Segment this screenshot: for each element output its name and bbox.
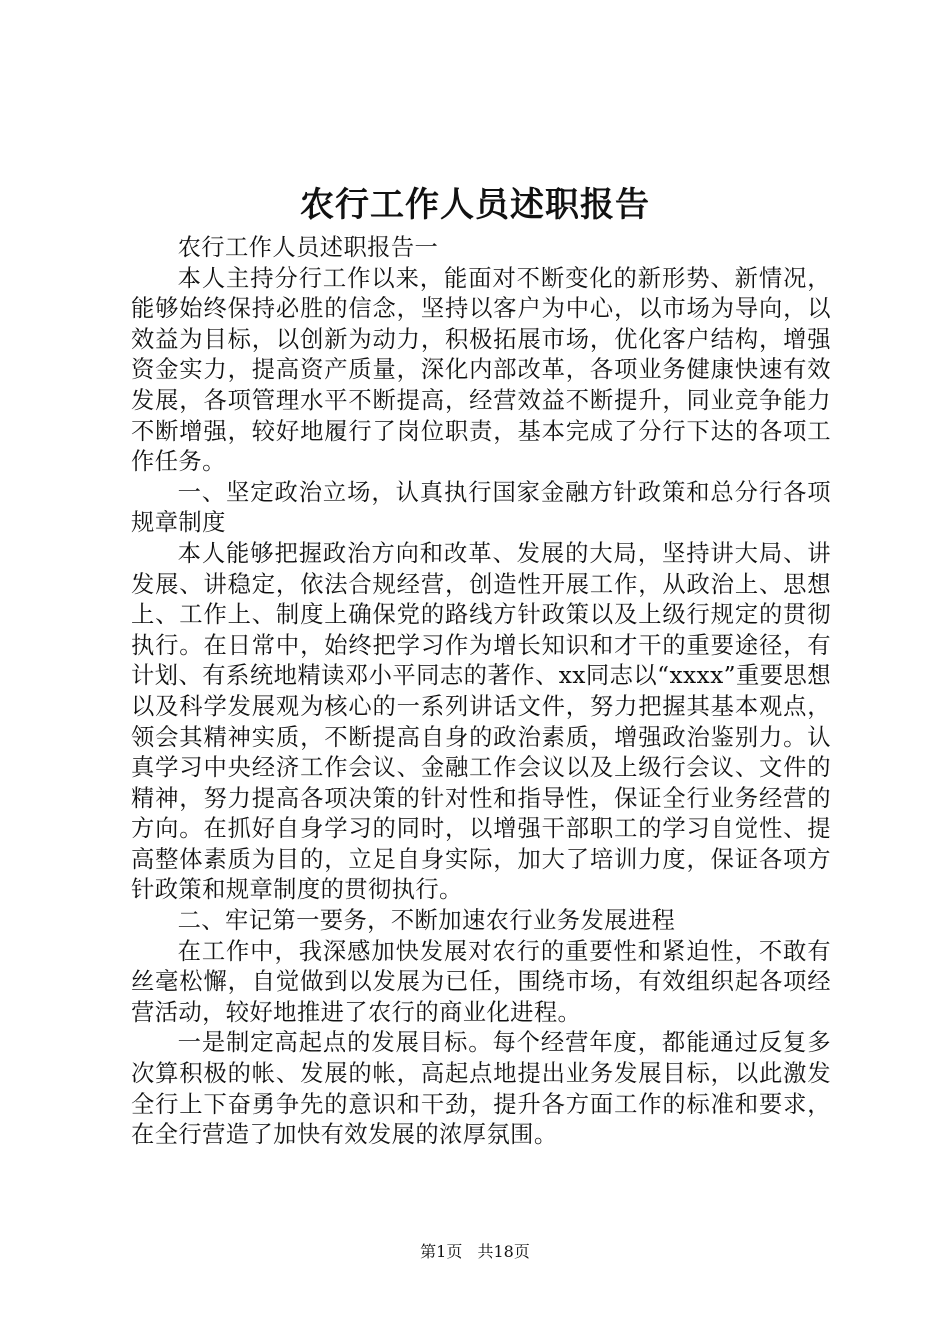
body-paragraph: 在工作中，我深感加快发展对农行的重要性和紧迫性，不敢有丝毫松懈，自觉做到以发展为已任，围绕市场，有效组织起各项经营活动，较好地推进了农行的商业化进程。 [131,937,831,1026]
section-heading: 一、坚定政治立场，认真执行国家金融方针政策和总分行各项规章制度 [131,478,831,537]
subtitle-paragraph: 农行工作人员述职报告一 [177,234,439,261]
section-heading: 二、牢记第一要务，不断加速农行业务发展进程 [177,907,676,935]
page-footer [0,1241,950,1263]
page-number: 第1页 [420,1242,463,1261]
body-paragraph: 本人主持分行工作以来，能面对不断变化的新形势、新情况，能够始终保持必胜的信念，坚持以客户为中心，以市场为导向，以效益为目标，以创新为动力，积极拓展市场，优化客户结构，增强资金实力，提高资产质量，深化内部改革，各项业务健康快速有效发展，各项管理水平不断提高，经营效益不断提升，同业竞争能力不断增强，较好地履行了岗位职责，基本完成了分行下达的各项工作任务。 [131,264,831,476]
body-paragraph: 本人能够把握政治方向和改革、发展的大局，坚持讲大局、讲发展、讲稳定，依法合规经营，创造性开展工作，从政治上、思想上、工作上、制度上确保党的路线方针政策以及上级行规定的贯彻执行。在日常中，始终把学习作为增长知识和才干的重要途径，有计划、有系统地精读邓小平同志的著作、xx同志以“xxxx”重要思想以及科学发展观为核心的一系列讲话文件，努力把握其基本观点，领会其精神实质，不断提高自身的政治素质，增强政治鉴别力。认真学习中央经济工作会议、金融工作会议以及上级行会议、文件的精神，努力提高各项决策的针对性和指导性，保证全行业务经营的方向。在抓好自身学习的同时，以增强干部职工的学习自觉性、提高整体素质为目的，立足自身实际，加大了培训力度，保证各项方针政策和规章制度的贯彻执行。 [131,539,831,904]
document-title: 农行工作人员述职报告 [300,185,650,225]
document-body [131,233,831,1151]
body-paragraph: 一是制定高起点的发展目标。每个经营年度，都能通过反复多次算积极的帐、发展的帐，高起点地提出业务发展目标，以此激发全行上下奋勇争先的意识和干劲，提升各方面工作的标准和要求，在全行营造了加快有效发展的浓厚氛围。 [131,1029,831,1149]
page-total: 共18页 [477,1242,530,1261]
